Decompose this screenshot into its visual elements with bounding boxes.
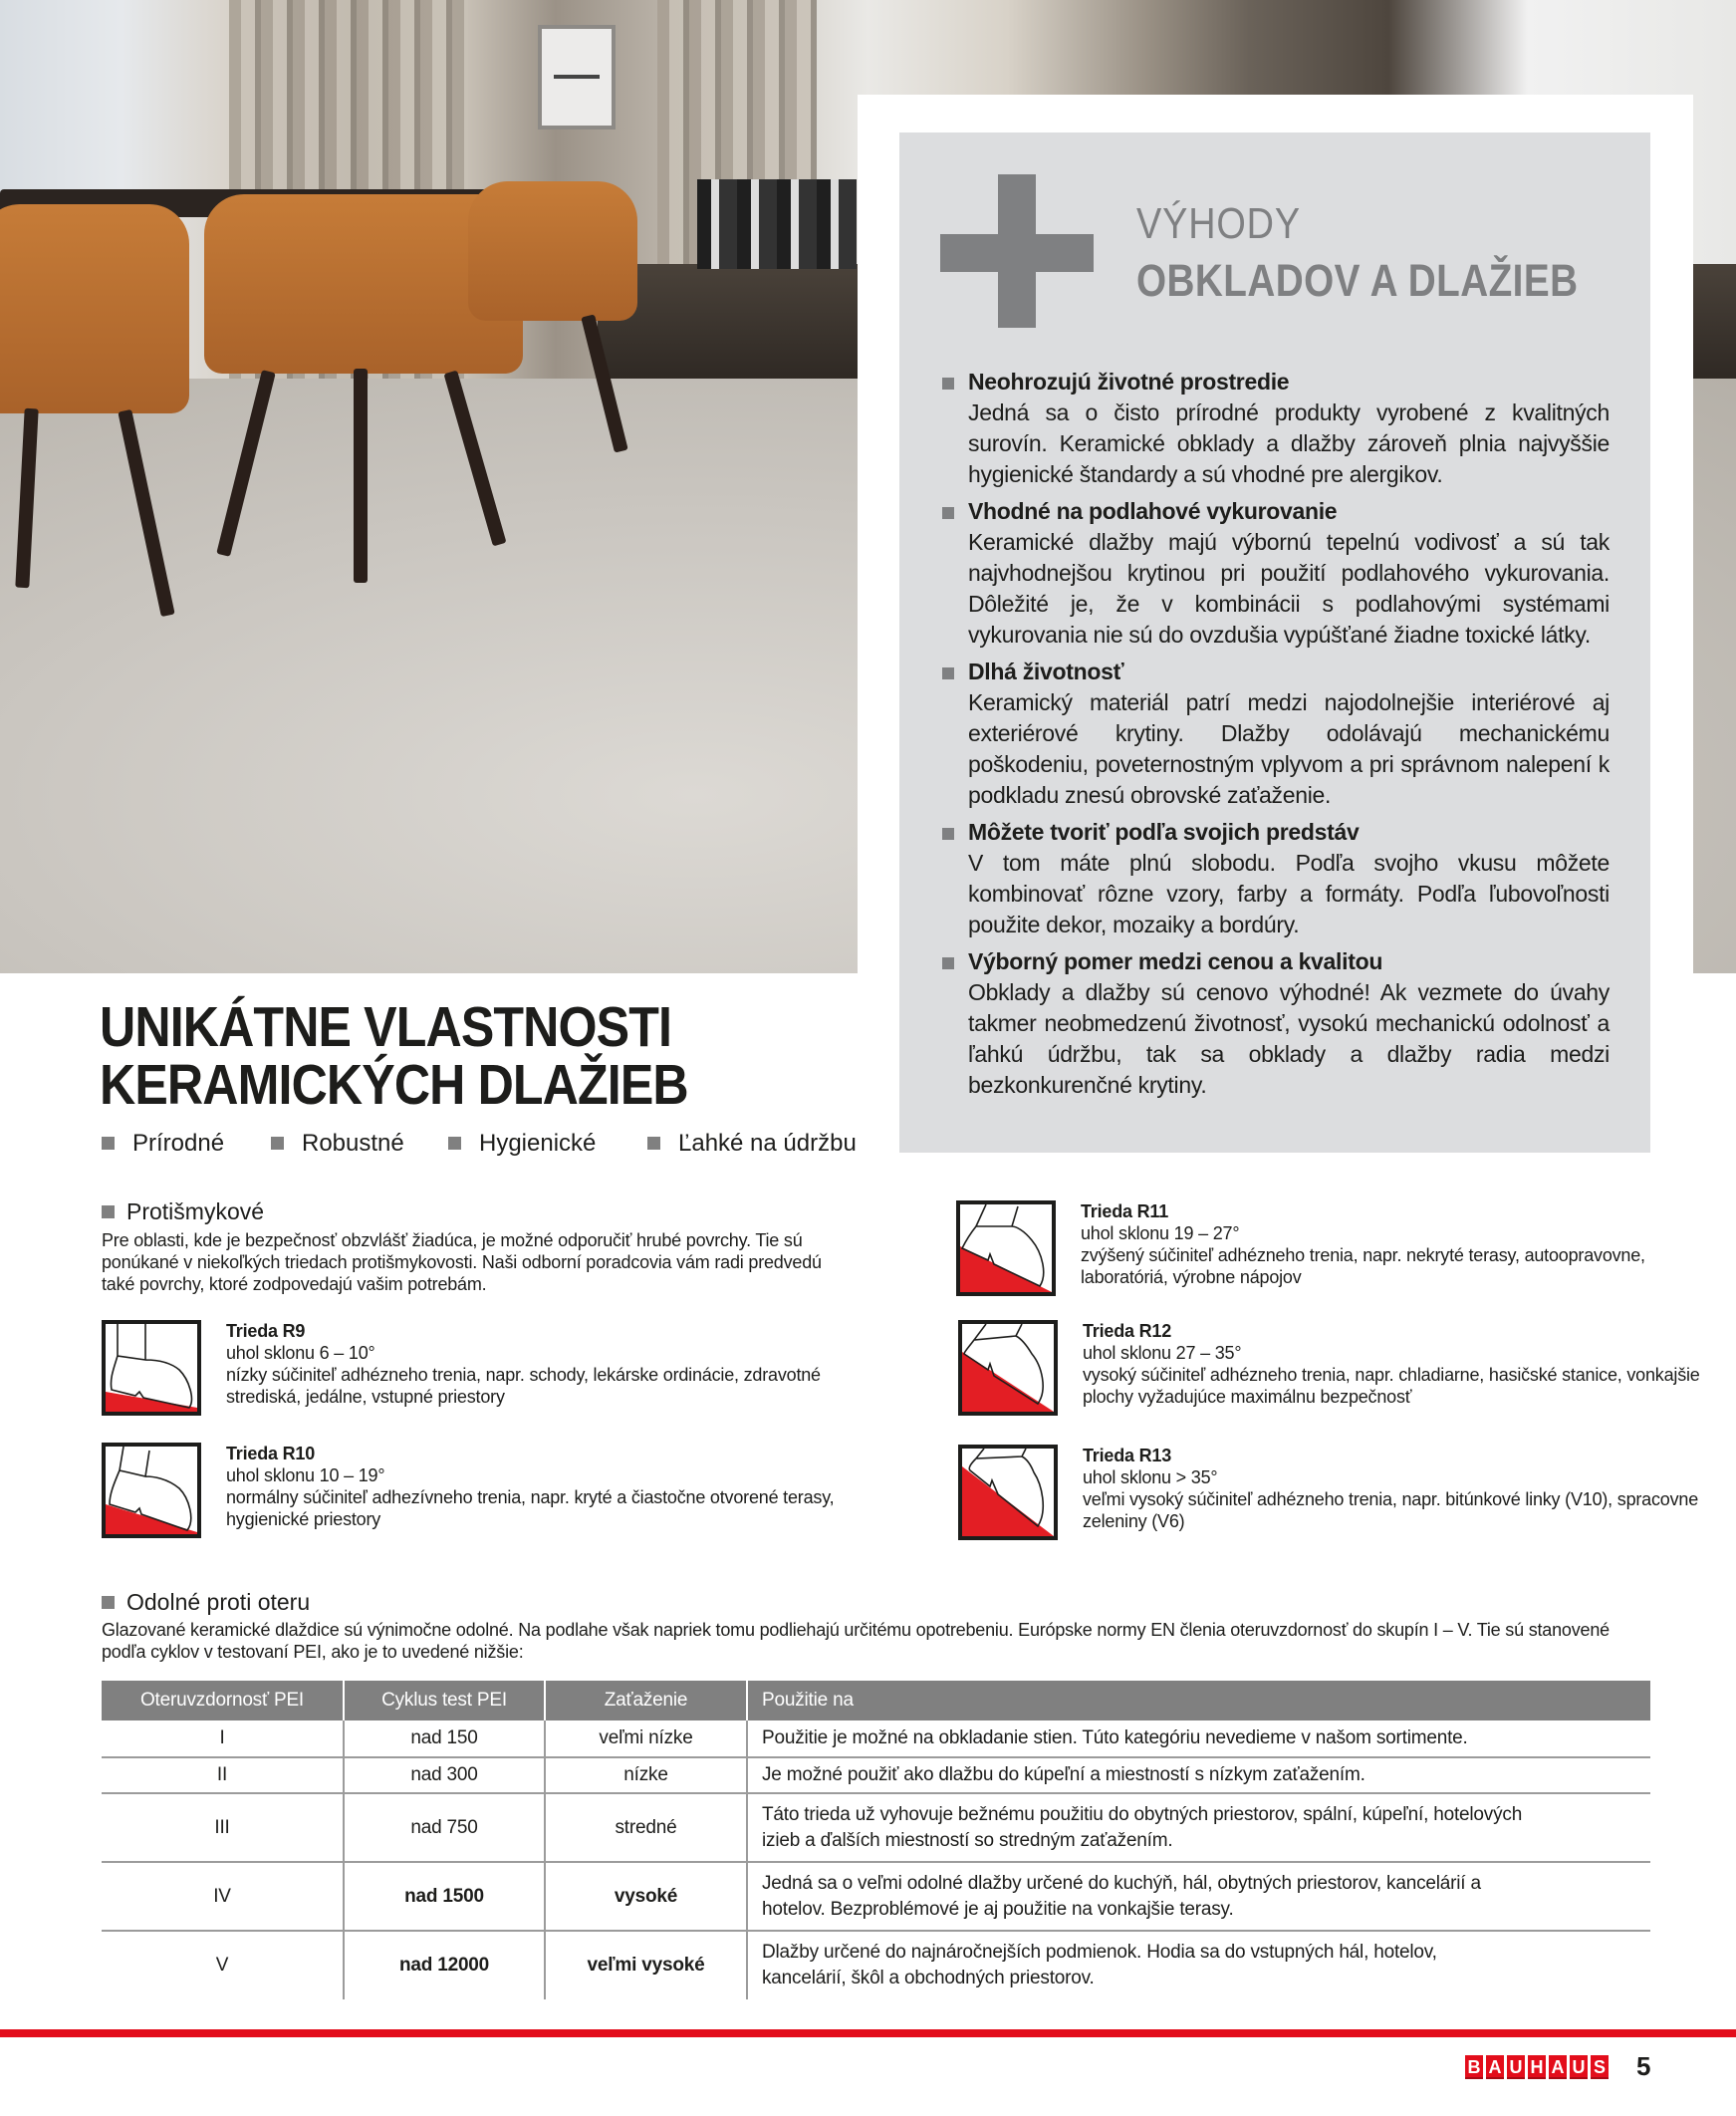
- advantage-item: [940, 657, 1610, 811]
- antislip-heading: Protišmykové: [102, 1197, 264, 1225]
- bullet-square-icon: [102, 1137, 115, 1150]
- advantage-text: Obklady a dlažby sú cenovo výhodné! Ak vezmete do úvahy takmer neobmedzenú životnosť, vysokú mechanickú odolnosť a ľahkú údržbu, tak sa obklady a dlažby radia medzi bezkonkurenčné krytiny.: [968, 979, 1610, 1098]
- cell-cycles: nad 150: [344, 1720, 545, 1757]
- slip-class-name: Trieda R11: [1081, 1201, 1169, 1221]
- slip-class-text: [1081, 1200, 1698, 1288]
- slip-class-text: [226, 1443, 844, 1530]
- slip-class-angle: uhol sklonu 10 – 19°: [226, 1465, 385, 1485]
- cell-pei: IV: [102, 1862, 344, 1931]
- photo-chair: [0, 204, 189, 413]
- bullet-square-icon: [102, 1596, 115, 1609]
- antislip-intro: Pre oblasti, kde je bezpečnosť obzvlášť žiadúca, je možné odporučiť hrubé povrchy. Tie sú ponúkané v niekoľkých triedach protišmykovosti. Naši odborní poradcovia vám radi predvedú také povrchy, ktoré zodpovedajú vašim potrebám.: [102, 1230, 822, 1294]
- slip-class-angle: uhol sklonu 19 – 27°: [1081, 1223, 1240, 1243]
- bullet-square-icon: [942, 957, 954, 969]
- logo-letter: A: [1549, 2055, 1567, 2079]
- slip-class-angle: uhol sklonu > 35°: [1083, 1467, 1218, 1487]
- property-tag: Hygienické: [448, 1129, 596, 1159]
- photo-chair: [468, 181, 637, 321]
- slip-class-text: [1083, 1445, 1700, 1532]
- advantage-item: [940, 817, 1610, 940]
- table-row: [102, 1757, 1650, 1793]
- slip-class-desc: veľmi vysoký súčiniteľ adhézneho trenia, napr. bitúnkové linky (V10), spracovne zeleniny (V6): [1083, 1489, 1699, 1531]
- logo-letter: U: [1507, 2055, 1525, 2079]
- plus-icon: [940, 174, 1094, 328]
- cell-load: vysoké: [545, 1862, 747, 1931]
- slip-class-text: [226, 1320, 844, 1408]
- shoe-on-slope-r10-icon: [102, 1443, 201, 1538]
- cell-cycles: nad 1500: [344, 1862, 545, 1931]
- advantage-heading: Výborný pomer medzi cenou a kvalitou: [968, 948, 1383, 974]
- shoe-on-slope-r11-icon: [956, 1200, 1056, 1296]
- cell-usage: Jedná sa o veľmi odolné dlažby určené do kuchýň, hál, obytných priestorov, kancelárií a hotelov. Bezproblémové je aj použitie na vonkajšie terasy.: [747, 1862, 1650, 1931]
- property-tags: [102, 1129, 859, 1159]
- cell-usage: Použitie je možné na obkladanie stien. Túto kategóriu nevedieme v našom sortimente.: [747, 1720, 1650, 1757]
- slip-class-name: Trieda R12: [1083, 1321, 1172, 1341]
- bullet-square-icon: [942, 378, 954, 390]
- slip-class-desc: zvýšený súčiniteľ adhézneho trenia, napr. nekryté terasy, autoopravovne, laboratóriá, výrobne nápojov: [1081, 1245, 1645, 1287]
- bullet-square-icon: [271, 1137, 284, 1150]
- slip-class-desc: nízky súčiniteľ adhézneho trenia, napr. schody, lekárske ordinácie, zdravotné strediská, jedálne, vstupné priestory: [226, 1365, 821, 1407]
- shoe-on-slope-r13-icon: [958, 1445, 1058, 1540]
- logo-letter: S: [1591, 2055, 1609, 2079]
- cell-load: nízke: [545, 1757, 747, 1793]
- slip-class-angle: uhol sklonu 27 – 35°: [1083, 1343, 1242, 1363]
- cell-pei: II: [102, 1757, 344, 1793]
- cell-usage: Táto trieda už vyhovuje bežnému použitiu do obytných priestorov, spální, kúpeľní, hotelových izieb a ďalších miestností so stredným zaťažením.: [747, 1793, 1650, 1862]
- advantage-text: Keramický materiál patrí medzi najodolnejšie interiérové aj exteriérové krytiny. Dlažby odolávajú mechanickému poškodeniu, poveternostným vplyvom a pri správnom nalepení k podkladu znesú obrovské zaťaženie.: [968, 689, 1610, 808]
- cell-load: veľmi vysoké: [545, 1931, 747, 1999]
- cell-cycles: nad 750: [344, 1793, 545, 1862]
- advantage-text: V tom máte plnú slobodu. Podľa svojho vkusu môžete kombinovať rôzne vzory, farby a formáty. Podľa ľubovoľnosti použite dekor, mozaiky a bordúry.: [968, 850, 1610, 937]
- slip-class-desc: vysoký súčiniteľ adhézneho trenia, napr. chladiarne, hasičské stanice, vonkajšie plochy vyžadujúce maximálnu bezpečnosť: [1083, 1365, 1700, 1407]
- logo-letter: A: [1486, 2055, 1504, 2079]
- cell-pei: I: [102, 1720, 344, 1757]
- bullet-square-icon: [942, 828, 954, 840]
- footer-red-rule: [0, 2029, 1736, 2037]
- abrasion-intro: Glazované keramické dlaždice sú výnimočne odolné. Na podlahe však napriek tomu podliehajú určitému opotrebeniu. Európske normy EN členia oteruvzdornosť do skupín I – V. Tie sú stanovené podľa cyklov v testovaní PEI, ako je to uvedené nižšie:: [102, 1620, 1610, 1662]
- bullet-square-icon: [942, 667, 954, 679]
- advantage-text: Jedná sa o čisto prírodné produkty vyrobené z kvalitných surovín. Keramické obklady a dlažby zároveň plnia najvyššie hygienické štandardy a sú vhodné pre alergikov.: [968, 399, 1610, 487]
- advantage-item: [940, 946, 1610, 1101]
- advantage-heading: Vhodné na podlahové vykurovanie: [968, 498, 1338, 524]
- shoe-on-slope-r12-icon: [958, 1320, 1058, 1416]
- table-header-row: [102, 1681, 1650, 1720]
- bullet-square-icon: [942, 507, 954, 519]
- table-row: [102, 1931, 1650, 1999]
- advantage-item: [940, 496, 1610, 651]
- photo-wall-picture: [538, 25, 616, 130]
- advantages-title-line1: VÝHODY: [1136, 199, 1301, 248]
- bauhaus-logo: [1465, 2055, 1609, 2081]
- page-title-line1: UNIKÁTNE VLASTNOSTI: [100, 995, 672, 1059]
- slip-class-desc: normálny súčiniteľ adhezívneho trenia, napr. kryté a čiastočne otvorené terasy, hygienické priestory: [226, 1487, 835, 1529]
- advantage-heading: Dlhá životnosť: [968, 659, 1124, 684]
- advantages-title-line2: OBKLADOV A DLAŽIEB: [1136, 255, 1579, 306]
- table-row: [102, 1793, 1650, 1862]
- cell-usage: Je možné použiť ako dlažbu do kúpeľní a miestností s nízkym zaťažením.: [747, 1757, 1650, 1793]
- bullet-square-icon: [102, 1205, 115, 1218]
- slip-class-text: [1083, 1320, 1700, 1408]
- cell-pei: III: [102, 1793, 344, 1862]
- slip-class-name: Trieda R13: [1083, 1446, 1172, 1465]
- property-tag: Robustné: [271, 1129, 404, 1159]
- cell-load: stredné: [545, 1793, 747, 1862]
- column-header: Použitie na: [747, 1681, 1650, 1720]
- advantages-title: [1136, 199, 1650, 306]
- advantage-heading: Neohrozujú životné prostredie: [968, 369, 1290, 395]
- cell-pei: V: [102, 1931, 344, 1999]
- cell-usage: Dlažby určené do najnáročnejších podmienok. Hodia sa do vstupných hál, hotelov, kancelárií, škôl a obchodných priestorov.: [762, 1942, 1437, 1988]
- advantages-list: [940, 367, 1610, 1107]
- abrasion-heading: Odolné proti oteru: [102, 1588, 310, 1616]
- shoe-on-slope-r9-icon: [102, 1320, 201, 1416]
- bullet-square-icon: [448, 1137, 461, 1150]
- column-header: Oteruvzdornosť PEI: [102, 1681, 344, 1720]
- cell-cycles: nad 12000: [344, 1931, 545, 1999]
- column-header: Cyklus test PEI: [344, 1681, 545, 1720]
- logo-letter: U: [1570, 2055, 1588, 2079]
- advantage-text: Keramické dlažby majú výbornú tepelnú vodivosť a sú tak najvhodnejšou krytinou pri použití podlahového vykurovania. Dôležité je, že v kombinácii s podlahovými systémami vykurovania nie sú do ovzdušia vypúšťané žiadne toxické látky.: [968, 529, 1610, 648]
- logo-letter: B: [1465, 2055, 1483, 2079]
- bullet-square-icon: [647, 1137, 660, 1150]
- column-header: Zaťaženie: [545, 1681, 747, 1720]
- advantage-item: [940, 367, 1610, 490]
- table-row: [102, 1862, 1650, 1931]
- slip-class-name: Trieda R10: [226, 1444, 316, 1463]
- page-title: [100, 995, 688, 1117]
- page-title-line2: KERAMICKÝCH DLAŽIEB: [100, 1053, 688, 1117]
- photo-books: [697, 179, 857, 269]
- property-tag: Ľahké na údržbu: [647, 1129, 857, 1159]
- pei-table: [102, 1681, 1650, 1999]
- property-tag: Prírodné: [102, 1129, 224, 1159]
- slip-class-name: Trieda R9: [226, 1321, 306, 1341]
- cell-load: veľmi nízke: [545, 1720, 747, 1757]
- photo-chair-leg: [354, 369, 368, 583]
- logo-letter: H: [1528, 2055, 1546, 2079]
- table-row: [102, 1720, 1650, 1757]
- cell-cycles: nad 300: [344, 1757, 545, 1793]
- advantage-heading: Môžete tvoriť podľa svojich predstáv: [968, 819, 1360, 845]
- page-number: 5: [1636, 2051, 1651, 2081]
- slip-class-angle: uhol sklonu 6 – 10°: [226, 1343, 375, 1363]
